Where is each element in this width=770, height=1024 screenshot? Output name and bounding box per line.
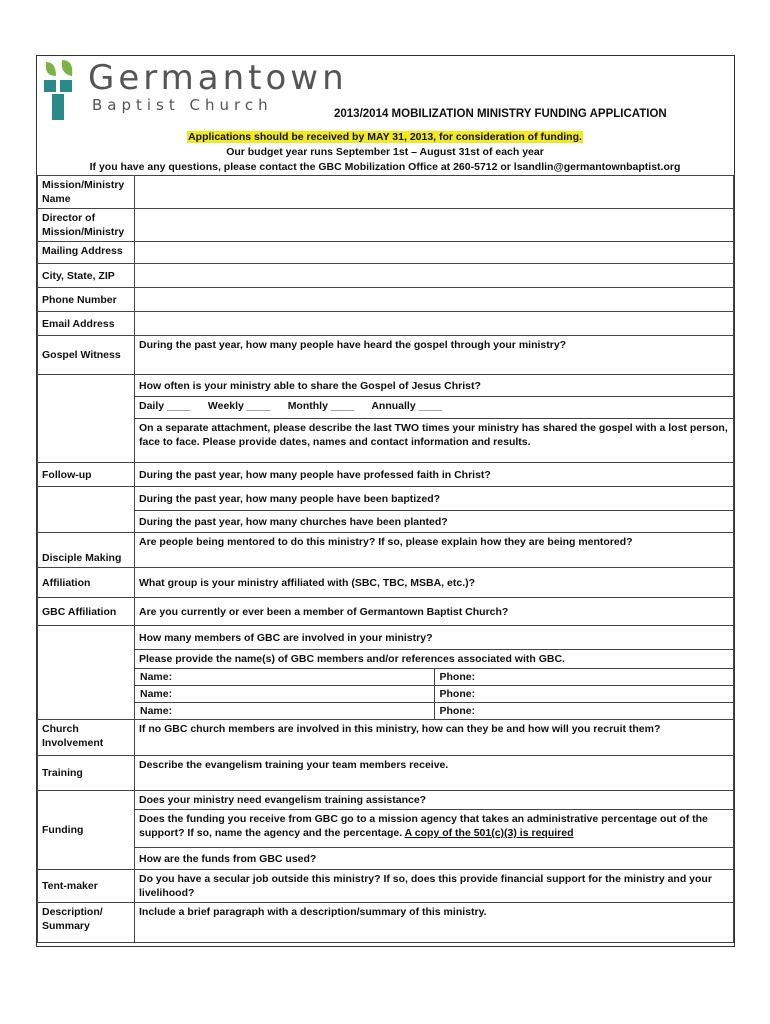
gospel-q1[interactable]: During the past year, how many people have heard the gospel through your ministry? (135, 336, 734, 375)
phone-field[interactable] (135, 288, 734, 312)
email-field[interactable] (135, 312, 734, 336)
label-mission-name: Mission/Ministry Name (38, 176, 135, 209)
funding-q1[interactable] (135, 810, 734, 848)
church-q1[interactable]: If no GBC church members are involved in this ministry, how can they be and how will you recruit them? (135, 720, 734, 756)
label-empty (38, 487, 135, 511)
description-q1[interactable]: Include a brief paragraph with a description/summary of this ministry. (135, 903, 734, 943)
budget-year: Our budget year runs September 1st – August 31st of each year (226, 146, 544, 158)
logo-subtitle: Baptist Church (92, 96, 273, 114)
label-city: City, State, ZIP (38, 264, 135, 288)
logo-wordmark: Germantown (88, 58, 348, 98)
gbc-q3[interactable]: Please provide the name(s) of GBC members and/or references associated with GBC. (135, 650, 734, 669)
reference-name-1[interactable]: Name: (135, 669, 435, 685)
reference-row-2 (135, 686, 734, 703)
gospel-q2[interactable]: How often is your ministry able to share the Gospel of Jesus Christ? (135, 375, 734, 397)
label-empty (38, 669, 135, 686)
church-logo (42, 58, 348, 124)
funding-q1-required: A copy of the 501(c)(3) is required (404, 827, 574, 839)
followup-q3[interactable]: During the past year, how many churches have been planted? (135, 511, 734, 533)
label-empty (38, 650, 135, 669)
reference-phone-1[interactable]: Phone: (439, 671, 476, 683)
gbc-q1[interactable]: Are you currently or ever been a member of Germantown Baptist Church? (135, 598, 734, 626)
label-email: Email Address (38, 312, 135, 336)
cross-leaf-icon (42, 58, 86, 122)
gospel-q3[interactable]: On a separate attachment, please describe the last TWO times your ministry has shared the gospel with a lost person, face to face. Please provide dates, names and contact information and results. (135, 419, 734, 463)
reference-name-3[interactable]: Name: (135, 703, 435, 719)
page-title: 2013/2014 MOBILIZATION MINISTRY FUNDING APPLICATION (334, 108, 667, 120)
label-funding: Funding (38, 791, 135, 870)
mailing-field[interactable] (135, 242, 734, 264)
label-empty (38, 397, 135, 419)
label-disciple: Disciple Making (38, 533, 135, 568)
label-church: Church Involvement (38, 720, 135, 756)
label-followup: Follow-up (38, 463, 135, 487)
reference-name-2[interactable]: Name: (135, 686, 435, 702)
label-empty (38, 511, 135, 533)
reference-phone-3[interactable]: Phone: (439, 705, 476, 717)
city-field[interactable] (135, 264, 734, 288)
training-q1[interactable]: Describe the evangelism training your team members receive. (135, 756, 734, 791)
disciple-q1[interactable]: Are people being mentored to do this ministry? If so, please explain how they are being mentored? (135, 533, 734, 568)
freq-weekly[interactable]: Weekly ____ (207, 400, 271, 412)
tentmaker-q1[interactable]: Do you have a secular job outside this ministry? If so, does this provide financial support for the ministry and your livelihood? (135, 870, 734, 903)
label-gbc: GBC Affiliation (38, 598, 135, 626)
reference-row-3 (135, 703, 734, 720)
affiliation-q1[interactable]: What group is your ministry affiliated with (SBC, TBC, MSBA, etc.)? (135, 568, 734, 598)
freq-annually[interactable]: Annually ____ (371, 400, 442, 412)
reference-row-1 (135, 669, 734, 686)
gbc-q2[interactable]: How many members of GBC are involved in your ministry? (135, 626, 734, 650)
label-tentmaker: Tent-maker (38, 870, 135, 903)
freq-daily[interactable]: Daily ____ (139, 400, 191, 412)
contact-info: If you have any questions, please contact the GBC Mobilization Office at 260-5712 or lsandlin@germantownbaptist.org (89, 161, 681, 173)
deadline-notice (0, 131, 770, 143)
reference-phone-2[interactable]: Phone: (439, 688, 476, 700)
freq-monthly[interactable]: Monthly ____ (287, 400, 355, 412)
application-form (37, 175, 734, 943)
label-empty (38, 686, 135, 703)
followup-q2[interactable]: During the past year, how many people have been baptized? (135, 487, 734, 511)
director-field[interactable] (135, 209, 734, 242)
gospel-frequency[interactable] (135, 397, 734, 419)
label-description: Description/ Summary (38, 903, 135, 943)
label-affiliation: Affiliation (38, 568, 135, 598)
label-training: Training (38, 756, 135, 791)
label-mailing: Mailing Address (38, 242, 135, 264)
training-q2[interactable]: Does your ministry need evangelism training assistance? (135, 791, 734, 810)
mission-name-field[interactable] (135, 176, 734, 209)
label-director: Director of Mission/Ministry (38, 209, 135, 242)
label-empty (38, 626, 135, 650)
label-phone: Phone Number (38, 288, 135, 312)
funding-q1-text: Does the funding you receive from GBC go to a mission agency that takes an administrative percentage out of the support? If so, name the agency and the percentage. (139, 813, 708, 839)
label-gospel: Gospel Witness (38, 336, 135, 375)
funding-q2[interactable]: How are the funds from GBC used? (135, 848, 734, 870)
label-empty (38, 703, 135, 720)
followup-q1[interactable]: During the past year, how many people have professed faith in Christ? (135, 463, 734, 487)
label-empty (38, 375, 135, 397)
label-empty (38, 419, 135, 463)
deadline-text: Applications should be received by MAY 31, 2013, for consideration of funding. (188, 131, 582, 143)
